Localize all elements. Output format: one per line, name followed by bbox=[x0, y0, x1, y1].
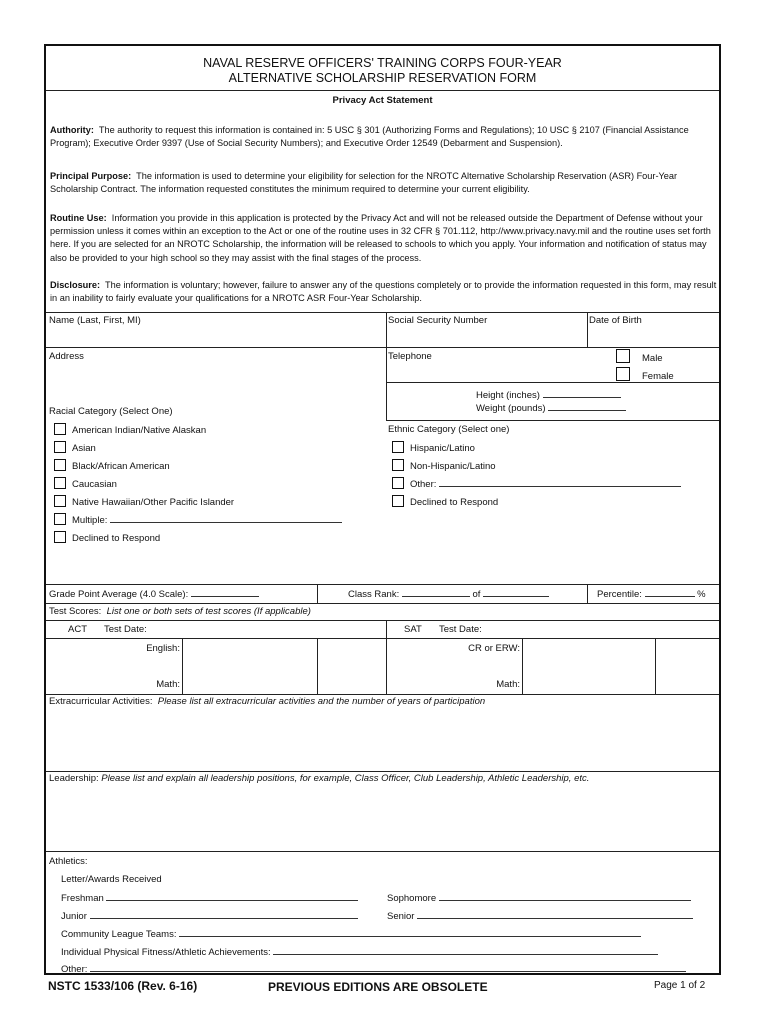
gpa-field[interactable] bbox=[49, 588, 259, 601]
disclosure-text: The information is voluntary; however, failure to answer any of the questions completely or to provide the information requested in this form, may result in an inability to fairly evaluate your qualifications for a NROTC ASR Four-Year Scholarship. bbox=[50, 280, 717, 304]
test-scores-note: List one or both sets of test scores (If applicable) bbox=[106, 606, 311, 617]
freshman-label: Freshman bbox=[61, 893, 104, 904]
female-checkbox[interactable] bbox=[616, 367, 630, 381]
ethnic-option-other[interactable] bbox=[392, 477, 681, 491]
routine-label: Routine Use: bbox=[50, 213, 107, 223]
act-score-col-left bbox=[182, 638, 183, 694]
freshman-field[interactable] bbox=[61, 892, 358, 905]
leadership-field[interactable] bbox=[49, 773, 589, 785]
height-field[interactable] bbox=[476, 389, 621, 402]
name-field[interactable]: Name (Last, First, MI) bbox=[49, 315, 141, 326]
class-rank-field[interactable] bbox=[348, 588, 549, 601]
authority-label: Authority: bbox=[50, 125, 94, 135]
class-rank-label: Class Rank: bbox=[348, 589, 400, 600]
racial-option-multiple[interactable] bbox=[54, 513, 342, 527]
female-option[interactable] bbox=[616, 367, 674, 383]
address-row-top-line bbox=[46, 347, 719, 348]
height-label: Height (inches) bbox=[476, 390, 540, 401]
fitness-label: Individual Physical Fitness/Athletic Achievements: bbox=[61, 947, 271, 958]
sophomore-label: Sophomore bbox=[387, 893, 437, 904]
gpa-input-line[interactable] bbox=[191, 588, 259, 597]
sat-test-date-field[interactable]: Test Date: bbox=[439, 624, 482, 635]
extracurricular-field[interactable] bbox=[49, 696, 485, 708]
gpa-label: Grade Point Average (4.0 Scale): bbox=[49, 589, 189, 600]
fitness-field[interactable] bbox=[61, 946, 658, 959]
community-input-line[interactable] bbox=[179, 928, 641, 937]
checkbox[interactable] bbox=[392, 459, 404, 471]
test-scores-label: Test Scores: bbox=[49, 606, 102, 617]
test-scores-top-line bbox=[46, 603, 719, 604]
of-label: of bbox=[472, 589, 481, 600]
class-rank-input-line[interactable] bbox=[402, 588, 470, 597]
racial-option-american-indian[interactable] bbox=[54, 423, 206, 437]
option-label: American Indian/Native Alaskan bbox=[72, 425, 207, 436]
ethnic-option-non-hispanic[interactable] bbox=[392, 459, 496, 473]
checkbox[interactable] bbox=[392, 495, 404, 507]
racial-option-declined[interactable] bbox=[54, 531, 160, 545]
leadership-label: Leadership: bbox=[49, 773, 99, 784]
option-label: Native Hawaiian/Other Pacific Islander bbox=[72, 497, 235, 508]
routine-use-paragraph bbox=[50, 212, 718, 265]
checkbox[interactable] bbox=[54, 477, 66, 489]
checkbox[interactable] bbox=[54, 513, 66, 525]
athletics-top-line bbox=[46, 851, 719, 852]
option-label: Declined to Respond bbox=[410, 497, 499, 508]
option-label: Asian bbox=[72, 443, 96, 454]
athletics-label: Athletics: bbox=[49, 856, 88, 867]
weight-field[interactable] bbox=[476, 402, 626, 415]
junior-field[interactable] bbox=[61, 910, 358, 923]
form-title-line1: NAVAL RESERVE OFFICERS' TRAINING CORPS FOUR-YEAR bbox=[203, 56, 562, 70]
extracurricular-top-line bbox=[46, 694, 719, 695]
other-athletics-label: Other: bbox=[61, 964, 88, 975]
senior-field[interactable] bbox=[387, 910, 693, 923]
routine-text: Information you provide in this application is protected by the Privacy Act and will not be released outside the Department of Defense without your permission unless it comes within an exception to the Act or one of the routine uses in 32 CFR § 701.112, http://www.privacy.navy.mil and the routine uses set forth here. If you are selected for an NROTC Scholarship, the information will be released to schools to which you apply. Your information and notification of status may also be provided to your high school so they may assist with the final stages of the process. bbox=[50, 213, 711, 263]
purpose-label: Principal Purpose: bbox=[50, 171, 132, 181]
ssn-field[interactable]: Social Security Number bbox=[388, 315, 488, 326]
option-label: Non-Hispanic/Latino bbox=[410, 461, 496, 472]
checkbox[interactable] bbox=[54, 531, 66, 543]
sat-score-col-right bbox=[655, 638, 656, 694]
junior-input-line[interactable] bbox=[90, 910, 358, 919]
form-id: NSTC 1533/106 (Rev. 6-16) bbox=[48, 979, 198, 993]
purpose-text: The information is used to determine your eligibility for selection for the NROTC Alternative Scholarship Reservation (ASR) Four-Year Scholarship Contract. The information requested constitutes the minimum required to determine your current eligibility. bbox=[50, 171, 678, 195]
disclosure-paragraph bbox=[50, 279, 718, 305]
checkbox[interactable] bbox=[54, 423, 66, 435]
purpose-paragraph bbox=[50, 170, 718, 196]
option-label: Multiple: bbox=[72, 515, 108, 526]
female-label: Female bbox=[642, 371, 674, 382]
page-number: Page 1 of 2 bbox=[654, 980, 706, 991]
checkbox[interactable] bbox=[392, 477, 404, 489]
checkbox[interactable] bbox=[54, 459, 66, 471]
weight-input-line[interactable] bbox=[548, 402, 626, 411]
score-grid-top-line bbox=[46, 638, 719, 639]
dob-divider bbox=[587, 312, 588, 347]
act-test-date-field[interactable]: Test Date: bbox=[104, 624, 147, 635]
junior-label: Junior bbox=[61, 911, 87, 922]
senior-label: Senior bbox=[387, 911, 415, 922]
option-label: Declined to Respond bbox=[72, 533, 161, 544]
act-score-col-right bbox=[317, 638, 318, 694]
class-size-input-line[interactable] bbox=[483, 588, 549, 597]
telephone-field[interactable]: Telephone bbox=[388, 351, 432, 362]
dob-field[interactable]: Date of Birth bbox=[589, 315, 642, 326]
multiple-input-line[interactable] bbox=[110, 514, 342, 523]
option-label: Hispanic/Latino bbox=[410, 443, 475, 454]
community-label: Community League Teams: bbox=[61, 929, 177, 940]
test-scores-heading bbox=[49, 606, 311, 618]
racial-category-label: Racial Category (Select One) bbox=[49, 406, 173, 417]
option-label: Black/African American bbox=[72, 461, 170, 472]
title-divider bbox=[46, 90, 719, 91]
percent-sign: % bbox=[697, 589, 706, 600]
height-input-line[interactable] bbox=[543, 389, 621, 398]
extracurricular-label: Extracurricular Activities: bbox=[49, 696, 153, 707]
ethnic-category-label: Ethnic Category (Select one) bbox=[388, 424, 510, 435]
leadership-note: Please list and explain all leadership positions, for example, Class Officer, Club Leadership, Athletic Leadership, etc. bbox=[101, 773, 590, 784]
checkbox[interactable] bbox=[392, 441, 404, 453]
racial-option-asian[interactable] bbox=[54, 441, 96, 455]
form-title-line2: ALTERNATIVE SCHOLARSHIP RESERVATION FORM bbox=[228, 71, 537, 85]
percentile-field[interactable] bbox=[597, 588, 706, 601]
percentile-label: Percentile: bbox=[597, 589, 642, 600]
act-sat-header-line bbox=[46, 620, 719, 621]
other-athletics-field[interactable] bbox=[61, 963, 686, 976]
sophomore-input-line[interactable] bbox=[439, 892, 691, 901]
ethnic-top-line bbox=[386, 420, 719, 421]
scholarship-form bbox=[44, 44, 721, 975]
mid-divider-1 bbox=[386, 312, 387, 420]
sat-cr-erw-field[interactable]: CR or ERW: bbox=[468, 643, 520, 654]
freshman-input-line[interactable] bbox=[106, 892, 358, 901]
male-checkbox[interactable] bbox=[616, 349, 630, 363]
racial-option-black[interactable] bbox=[54, 459, 170, 473]
authority-paragraph bbox=[50, 124, 718, 150]
name-row-top-line bbox=[46, 312, 719, 313]
address-field[interactable]: Address bbox=[49, 351, 84, 362]
community-field[interactable] bbox=[61, 928, 641, 941]
male-label: Male bbox=[642, 353, 663, 364]
option-label: Caucasian bbox=[72, 479, 117, 490]
percentile-divider bbox=[587, 584, 588, 603]
gpa-row-top-line bbox=[46, 584, 719, 585]
fitness-input-line[interactable] bbox=[273, 946, 658, 955]
racial-option-caucasian[interactable] bbox=[54, 477, 117, 491]
act-label: ACT bbox=[68, 624, 87, 635]
sophomore-field[interactable] bbox=[387, 892, 691, 905]
extracurricular-note: Please list all extracurricular activities and the number of years of participation bbox=[157, 696, 486, 707]
ethnic-other-input-line[interactable] bbox=[439, 478, 681, 487]
disclosure-label: Disclosure: bbox=[50, 280, 101, 290]
act-english-field[interactable]: English: bbox=[146, 643, 180, 654]
checkbox[interactable] bbox=[54, 495, 66, 507]
other-athletics-input-line[interactable] bbox=[90, 963, 686, 972]
privacy-heading: Privacy Act Statement bbox=[332, 95, 433, 106]
gpa-divider bbox=[317, 584, 318, 603]
option-label: Other: bbox=[410, 479, 437, 490]
senior-input-line[interactable] bbox=[417, 910, 693, 919]
act-math-field[interactable]: Math: bbox=[156, 679, 180, 690]
sat-score-col-left bbox=[522, 638, 523, 694]
checkbox[interactable] bbox=[54, 441, 66, 453]
obsolete-notice: PREVIOUS EDITIONS ARE OBSOLETE bbox=[268, 980, 488, 994]
sat-math-field[interactable]: Math: bbox=[496, 679, 520, 690]
authority-text: The authority to request this information is contained in: 5 USC § 301 (Authorizing Forms and Regulations); 10 USC § 2107 (Financial Assistance Program); Executive Order 9397 (Use of Social Security Numbers); and Executive Order 12549 (Debarment and Suspension). bbox=[50, 125, 689, 149]
sat-label: SAT bbox=[404, 624, 422, 635]
weight-label: Weight (pounds) bbox=[476, 403, 546, 414]
racial-option-pacific-islander[interactable] bbox=[54, 495, 234, 509]
male-option[interactable] bbox=[616, 349, 663, 365]
ethnic-option-declined[interactable] bbox=[392, 495, 498, 509]
letters-label: Letter/Awards Received bbox=[61, 874, 162, 885]
gender-bottom-line bbox=[386, 382, 719, 383]
percentile-input-line[interactable] bbox=[645, 588, 695, 597]
ethnic-option-hispanic[interactable] bbox=[392, 441, 475, 455]
leadership-top-line bbox=[46, 771, 719, 772]
